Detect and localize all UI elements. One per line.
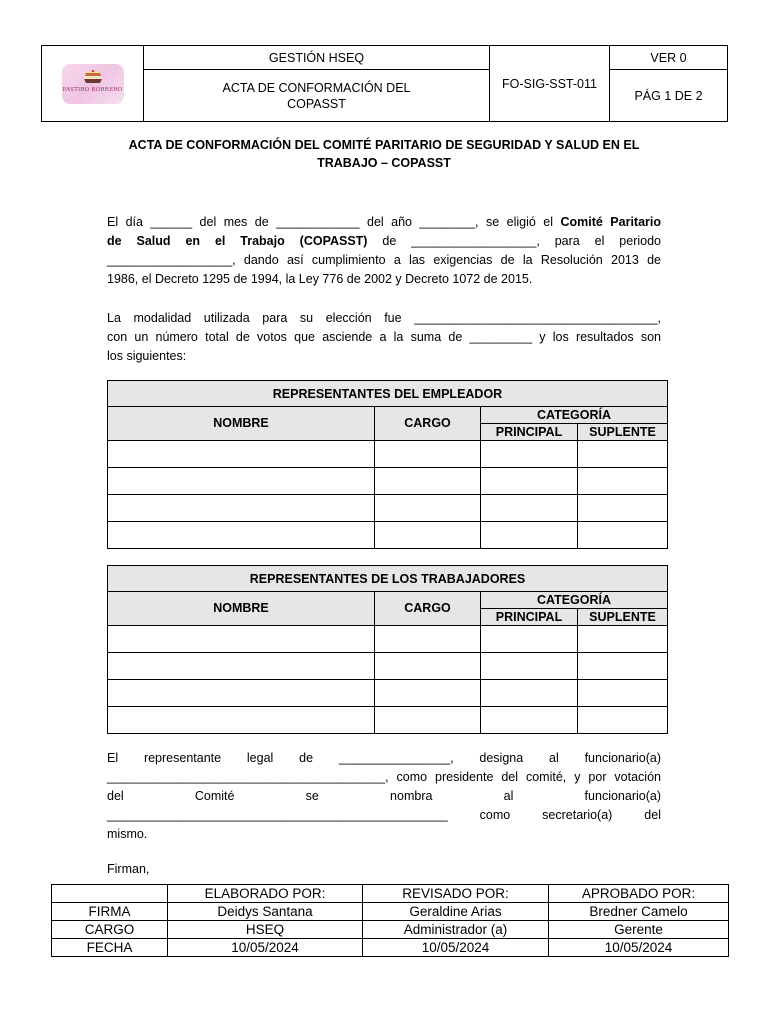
role-cell[interactable] <box>375 626 481 653</box>
signature-cell: Administrador (a) <box>363 921 549 939</box>
header-approved-by: APROBADO POR: <box>549 885 729 903</box>
substitute-cell[interactable] <box>578 707 668 734</box>
principal-cell[interactable] <box>481 495 578 522</box>
role-cell[interactable] <box>375 707 481 734</box>
principal-cell[interactable] <box>481 441 578 468</box>
page-title: ACTA DE CONFORMACIÓN DEL COMITÉ PARITARIO DE SEGURIDAD Y SALUD EN EL TRABAJO – COPASST <box>128 138 640 170</box>
document-version: VER 0 <box>610 46 728 70</box>
substitute-cell[interactable] <box>578 495 668 522</box>
document-header <box>41 45 728 122</box>
column-header-substitute: SUPLENTE <box>578 609 668 626</box>
principal-cell[interactable] <box>481 680 578 707</box>
column-header-role: CARGO <box>375 407 481 441</box>
column-header-name: NOMBRE <box>108 592 375 626</box>
document-code: FO-SIG-SST-011 <box>490 46 610 122</box>
row-label: FIRMA <box>52 903 168 921</box>
name-cell[interactable] <box>108 522 375 549</box>
logo-text: PASTIRO BORRERO <box>62 86 123 93</box>
table-row <box>108 468 668 495</box>
header-reviewed-by: REVISADO POR: <box>363 885 549 903</box>
table-row <box>108 680 668 707</box>
role-cell[interactable] <box>375 468 481 495</box>
signature-cell: 10/05/2024 <box>168 939 363 957</box>
signature-row-firma <box>52 903 729 921</box>
role-cell[interactable] <box>375 680 481 707</box>
principal-cell[interactable] <box>481 653 578 680</box>
row-label: FECHA <box>52 939 168 957</box>
column-header-principal: PRINCIPAL <box>481 609 578 626</box>
logo-cell <box>42 46 144 122</box>
table-row <box>108 707 668 734</box>
role-cell[interactable] <box>375 653 481 680</box>
role-cell[interactable] <box>375 495 481 522</box>
column-header-principal: PRINCIPAL <box>481 424 578 441</box>
header-category: GESTIÓN HSEQ <box>144 46 490 70</box>
paragraph-election-date: El día ______ del mes de ____________ del año ________, se eligió el Comité Paritario de Salud en el Trabajo (COPASST) de __________________, para el periodo __________________, dando así cumplimiento a las exigencias de la Resolución 2013 de 1986, el Decreto 1295 de 1994, la Ley 776 de 2002 y Decreto 1072 de 2015. <box>107 215 662 286</box>
column-header-name: NOMBRE <box>108 407 375 441</box>
principal-cell[interactable] <box>481 468 578 495</box>
name-cell[interactable] <box>108 707 375 734</box>
table-title: REPRESENTANTES DEL EMPLEADOR <box>108 381 668 407</box>
signature-header-row <box>52 885 729 903</box>
substitute-cell[interactable] <box>578 653 668 680</box>
table-title: REPRESENTANTES DE LOS TRABAJADORES <box>108 566 668 592</box>
table-row <box>108 653 668 680</box>
principal-cell[interactable] <box>481 626 578 653</box>
table-row <box>108 495 668 522</box>
substitute-cell[interactable] <box>578 680 668 707</box>
column-header-role: CARGO <box>375 592 481 626</box>
signature-cell: 10/05/2024 <box>363 939 549 957</box>
principal-cell[interactable] <box>481 707 578 734</box>
column-header-substitute: SUPLENTE <box>578 424 668 441</box>
table-row <box>108 441 668 468</box>
signature-cell: Geraldine Arias <box>363 903 549 921</box>
row-label: CARGO <box>52 921 168 939</box>
signature-row-cargo <box>52 921 729 939</box>
role-cell[interactable] <box>375 441 481 468</box>
signature-cell: Deidys Santana <box>168 903 363 921</box>
name-cell[interactable] <box>108 626 375 653</box>
signoff-text: Firman, <box>107 862 150 876</box>
substitute-cell[interactable] <box>578 626 668 653</box>
company-logo <box>62 64 124 104</box>
signature-cell: Gerente <box>549 921 729 939</box>
signature-cell: 10/05/2024 <box>549 939 729 957</box>
table-row <box>108 522 668 549</box>
paragraph-election-method: La modalidad utilizada para su elección fue ___________________________________, con un número total de votos que asciende a la suma de _________ y los resultados son los siguientes: <box>107 311 661 363</box>
paragraph-designation: El representante legal de ________________, designa al funcionario(a) ________________________________________, como presidente del comité, y por votación del Comité se nombra al funcionario(a) _________________________________________________ como secretario(a) del mismo. <box>107 751 661 841</box>
column-header-category: CATEGORÍA <box>481 407 668 424</box>
substitute-cell[interactable] <box>578 522 668 549</box>
name-cell[interactable] <box>108 495 375 522</box>
header-prepared-by: ELABORADO POR: <box>168 885 363 903</box>
substitute-cell[interactable] <box>578 468 668 495</box>
employer-representatives-table <box>107 380 668 549</box>
worker-representatives-table <box>107 565 668 734</box>
signature-table <box>51 884 729 957</box>
name-cell[interactable] <box>108 680 375 707</box>
cake-icon <box>82 70 104 84</box>
signature-cell: HSEQ <box>168 921 363 939</box>
signature-row-fecha <box>52 939 729 957</box>
name-cell[interactable] <box>108 441 375 468</box>
name-cell[interactable] <box>108 653 375 680</box>
signature-cell: Bredner Camelo <box>549 903 729 921</box>
role-cell[interactable] <box>375 522 481 549</box>
table-row <box>108 626 668 653</box>
header-cell <box>52 885 168 903</box>
name-cell[interactable] <box>108 468 375 495</box>
page-number: PÁG 1 DE 2 <box>610 70 728 122</box>
column-header-category: CATEGORÍA <box>481 592 668 609</box>
principal-cell[interactable] <box>481 522 578 549</box>
substitute-cell[interactable] <box>578 441 668 468</box>
header-document-title: ACTA DE CONFORMACIÓN DEL COPASST <box>144 70 490 122</box>
